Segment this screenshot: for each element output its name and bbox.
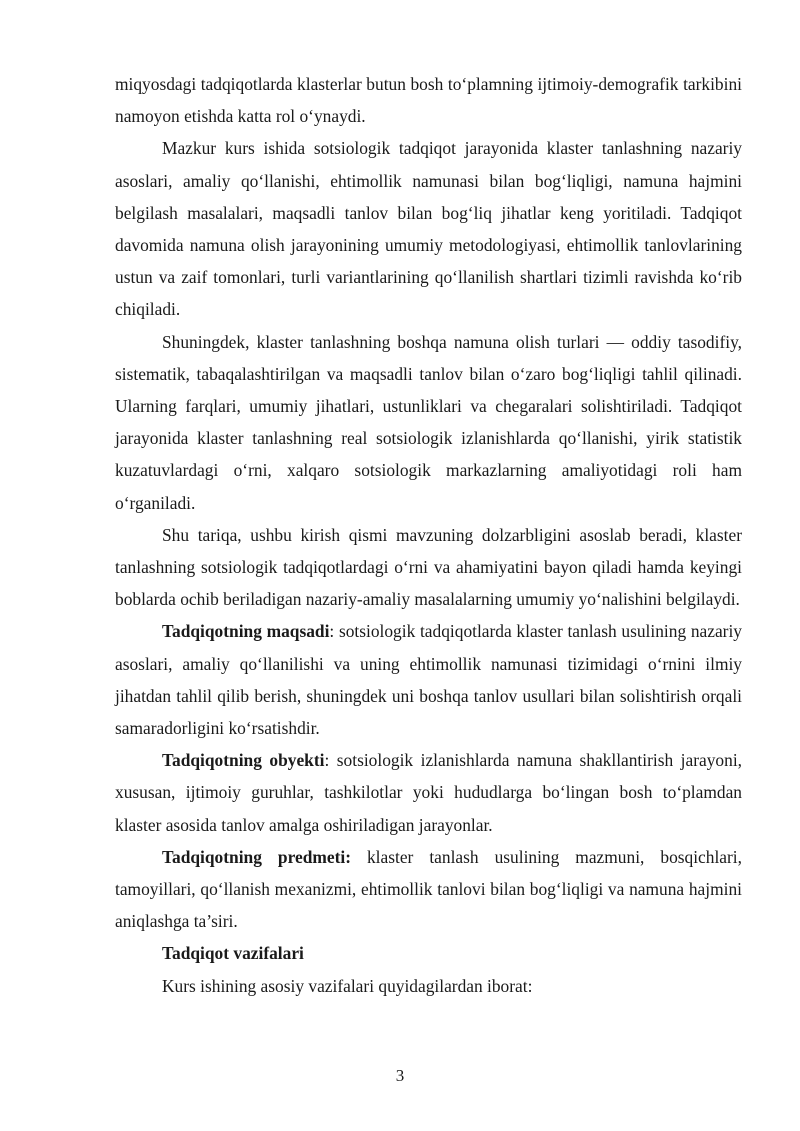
research-goal-label: Tadqiqotning maqsadi <box>162 621 330 642</box>
research-goal-text: : sotsiologik tadqiqotlarda klaster tanlash usulining nazariy asoslari, amaliy qo‘llanilishi va uning ehtimollik namunasi tizimidagi o‘rnini ilmiy jihatdan tahlil qilib berish, shuningdek uni boshqa tanlov usullari bilan solishtirish orqali samaradorligini ko‘rsatishdir. <box>115 621 743 739</box>
paragraph-continuation: miqyosdagi tadqiqotlarda klasterlar butun bosh to‘plamning ijtimoiy-demografik tarkibini namoyon etishda katta rol o‘ynaydi. <box>115 74 742 127</box>
paragraph-course-scope: Mazkur kurs ishida sotsiologik tadqiqot jarayonida klaster tanlashning nazariy asoslari, amaliy qo‘llanishi, ehtimollik namunasi bilan bog‘liqligi, namuna hajmini belgilash masalalari, maqsadli tanlov bilan bog‘liq jihatlar keng yoritiladi. Tadqiqot davomida namuna olish jarayonining umumiy metodologiyasi, ehtimollik tanlovlarining ustun va zaif tomonlari, turli variantlarining qo‘llanilish shartlari tizimli ravishda ko‘rib chiqiladi. <box>115 138 742 320</box>
research-subject-text: klaster tanlash usulining mazmuni, bosqichlari, tamoyillari, qo‘llanish mexanizmi, ehtimollik tanlovi bilan bog‘liqligi va namuna hajmini aniqlashga ta’siri. <box>115 846 742 932</box>
paragraph-research-goal <box>115 615 742 744</box>
research-object-label: Tadqiqotning obyekti <box>162 750 325 771</box>
paragraph-introduction-summary: Shu tariqa, ushbu kirish qismi mavzuning dolzarbligini asoslab beradi, klaster tanlashning sotsiologik tadqiqotlardagi o‘rni va ahamiyatini bayon qiladi hamda keyingi boblarda ochib beriladigan nazariy-amaliy masalalarning umumiy yo‘nalishini belgilaydi. <box>115 524 742 610</box>
paragraph-comparison: Shuningdek, klaster tanlashning boshqa namuna olish turlari — oddiy tasodifiy, sistematik, tabaqalashtirilgan va maqsadli tanlov bilan o‘zaro bog‘liqligi tahlil qilinadi. Ularning farqlari, umumiy jihatlari, ustunliklari va chegaralari solishtiriladi. Tadqiqot jarayonida klaster tanlashning real sotsiologik izlanishlarda qo‘llanishi, yirik statistik kuzatuvlardagi o‘rni, xalqaro sotsiologik markazlarning amaliyotidagi roli ham o‘rganiladi. <box>115 331 742 513</box>
research-tasks-intro: Kurs ishining asosiy vazifalari quyidagilardan iborat: <box>162 975 533 996</box>
research-subject-label: Tadqiqotning predmeti: <box>162 846 351 867</box>
page-number: 3 <box>395 1066 405 1085</box>
research-object-text: : sotsiologik izlanishlarda namuna shakllantirish jarayoni, xususan, ijtimoiy guruhlar, tashkilotlar yoki hududlarga bo‘lingan bosh to‘plamdan klaster asosida tanlov amalga oshiriladigan jarayonlar. <box>115 750 742 835</box>
document-page <box>115 68 742 1002</box>
paragraph-research-subject <box>115 841 742 938</box>
research-tasks-heading: Tadqiqot vazifalari <box>162 943 304 964</box>
paragraph-research-object <box>115 744 742 841</box>
